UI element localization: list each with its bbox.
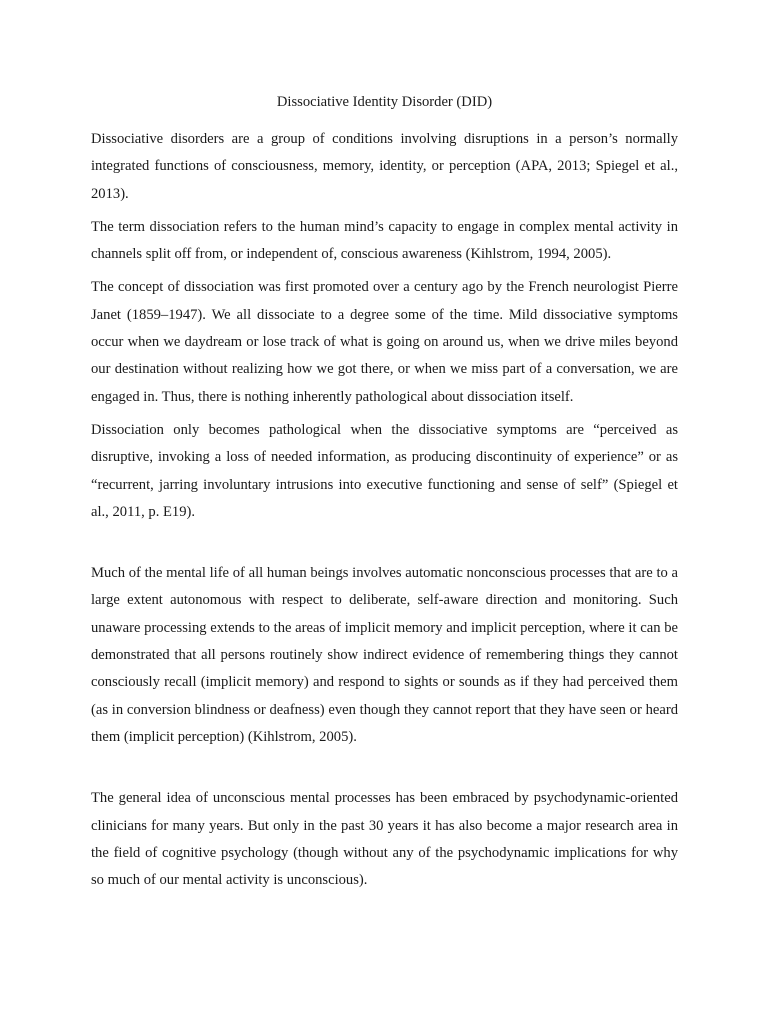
paragraph: Dissociative disorders are a group of conditions involving disruptions in a person’s normally integrated functions of consciousness, memory, identity, or perception (APA, 2013; Spiegel et al., 2013).	[91, 131, 678, 202]
paragraph: The term dissociation refers to the human mind’s capacity to engage in complex mental activity in channels split off from, or independent of, conscious awareness (Kihlstrom, 1994, 2005).	[91, 218, 678, 263]
paragraph: The concept of dissociation was first promoted over a century ago by the French neurologist Pierre Janet (1859–1947). We all dissociate to a degree some of the time. Mild dissociative symptoms occur when we daydream or lose track of what is going on around us, when we drive miles beyond our destination without realizing how we got there, or when we miss part of a conversation, we are engaged in. Thus, there is nothing inherently pathological about dissociation itself.	[91, 279, 678, 405]
paragraph-spacer	[91, 751, 678, 785]
document-body	[91, 92, 678, 894]
paragraph: Dissociation only becomes pathological when the dissociative symptoms are “perceived as disruptive, invoking a loss of needed information, as producing discontinuity of experience” or as “recurrent, jarring involuntary intrusions into executive functioning and sense of self” (Spiegel et al., 2011, p. E19).	[91, 421, 678, 520]
paragraph: Much of the mental life of all human beings involves automatic nonconscious processes that are to a large extent autonomous with respect to deliberate, self-aware direction and monitoring. Such unaware processing extends to the areas of implicit memory and implicit perception, where it can be demonstrated that all persons routinely show indirect evidence of remembering things they cannot consciously recall (implicit memory) and respond to sights or sounds as if they had perceived them (as in conversion blindness or deafness) even though they cannot report that they have seen or heard them (implicit perception) (Kihlstrom, 2005).	[91, 565, 678, 745]
document-title: Dissociative Identity Disorder (DID)	[276, 94, 493, 110]
paragraph-spacer	[91, 526, 678, 560]
paragraph: The general idea of unconscious mental processes has been embraced by psychodynamic-oriented clinicians for many years. But only in the past 30 years it has also become a major research area in the field of cognitive psychology (though without any of the psychodynamic implications for why so much of our mental activity is unconscious).	[91, 790, 678, 889]
